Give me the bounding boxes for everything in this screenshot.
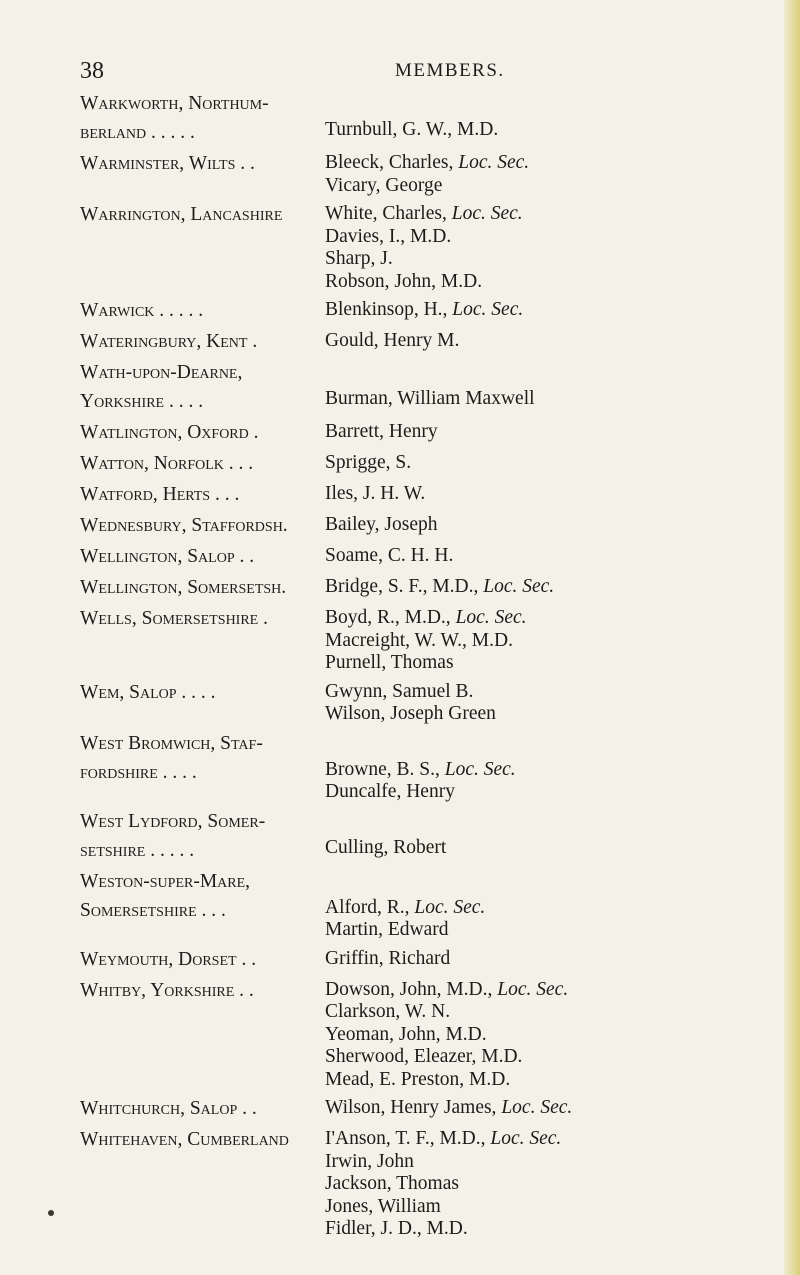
location-line: Wells, Somersetshire . <box>80 608 268 629</box>
location-line: Whitchurch, Salop . . <box>80 1098 257 1119</box>
location-line: Weymouth, Dorset . . <box>80 948 257 970</box>
entry-location <box>80 481 325 508</box>
entry-location <box>80 808 325 864</box>
member-name: Browne, B. S., Loc. Sec. <box>325 758 516 780</box>
member-entry <box>80 1126 770 1241</box>
entry-location <box>80 150 325 177</box>
member-entry <box>80 679 770 726</box>
location-line: Wath-upon-Dearne, <box>80 362 243 383</box>
member-entry <box>80 419 770 446</box>
member-name: Sprigge, S. <box>325 452 412 473</box>
member-entry <box>80 868 770 942</box>
member-entry <box>80 946 770 973</box>
location-line: Watton, Norfolk . . . <box>80 453 254 474</box>
member-name: Fidler, J. D., M.D. <box>325 1218 468 1239</box>
member-name: Boyd, R., M.D., Loc. Sec. <box>325 607 527 628</box>
entry-location <box>80 574 325 601</box>
member-entry <box>80 512 770 539</box>
entry-location <box>80 977 325 1004</box>
member-name: Robson, John, M.D. <box>325 270 483 292</box>
member-name: Mead, E. Preston, M.D. <box>325 1068 511 1090</box>
member-name: White, Charles, Loc. Sec. <box>325 203 523 224</box>
member-name: Wilson, Joseph Green <box>325 703 496 724</box>
location-line: Watlington, Oxford . <box>80 422 259 443</box>
entry-members <box>325 297 770 322</box>
entry-location <box>80 730 325 786</box>
entry-members <box>325 481 770 506</box>
location-line: Weston-super-Mare, <box>80 870 251 892</box>
entry-location <box>80 512 325 539</box>
member-name: Gwynn, Samuel B. <box>325 680 474 702</box>
member-name: Bleeck, Charles, Loc. Sec. <box>325 152 530 173</box>
member-entry <box>80 297 770 324</box>
location-line: Warrington, Lancashire <box>80 204 283 225</box>
member-name: Bailey, Joseph <box>325 514 438 535</box>
location-line: West Bromwich, Staf- <box>80 732 263 754</box>
member-name: Wilson, Henry James, Loc. Sec. <box>325 1097 573 1118</box>
location-line: Wednesbury, Staffordsh. <box>80 515 288 536</box>
member-name: Clarkson, W. N. <box>325 1001 451 1022</box>
entry-members <box>325 679 770 726</box>
location-line: Yorkshire . . . . <box>80 391 204 412</box>
entry-members <box>325 808 770 860</box>
local-secretary-label: Loc. Sec. <box>451 203 523 224</box>
member-entry <box>80 730 770 804</box>
member-entry <box>80 481 770 508</box>
member-entry <box>80 574 770 601</box>
member-list <box>80 90 770 1245</box>
location-line: West Lydford, Somer- <box>80 810 266 832</box>
location-line: Somersetshire . . . <box>80 899 226 921</box>
entry-members <box>325 977 770 1092</box>
member-name: Jackson, Thomas <box>325 1173 459 1194</box>
member-name: Sherwood, Eleazer, M.D. <box>325 1046 523 1067</box>
location-line: Whitehaven, Cumberland <box>80 1129 289 1150</box>
entry-location <box>80 359 325 415</box>
entry-members <box>325 201 770 293</box>
location-line: setshire . . . . . <box>80 839 195 861</box>
entry-location <box>80 543 325 570</box>
entry-members <box>325 450 770 475</box>
entry-location <box>80 868 325 924</box>
local-secretary-label: Loc. Sec. <box>414 896 486 918</box>
member-name: Burman, William Maxwell <box>325 388 535 409</box>
member-name: Blenkinsop, H., Loc. Sec. <box>325 299 524 320</box>
member-name: Soame, C. H. H. <box>325 545 454 566</box>
local-secretary-label: Loc. Sec. <box>483 576 555 597</box>
entry-members <box>325 574 770 599</box>
page-number: 38 <box>80 58 104 84</box>
member-entry <box>80 90 770 146</box>
member-entry <box>80 605 770 675</box>
entry-members <box>325 150 770 197</box>
location-line: Warkworth, Northum- <box>80 93 269 114</box>
member-entry <box>80 1095 770 1122</box>
entry-location <box>80 297 325 324</box>
member-name: Duncalfe, Henry <box>325 781 455 802</box>
member-name: Iles, J. H. W. <box>325 483 426 504</box>
member-entry <box>80 328 770 355</box>
member-name: Vicary, George <box>325 174 443 196</box>
member-name: I'Anson, T. F., M.D., Loc. Sec. <box>325 1128 562 1149</box>
member-entry <box>80 450 770 477</box>
member-name: Bridge, S. F., M.D., Loc. Sec. <box>325 576 555 597</box>
entry-location <box>80 1126 325 1153</box>
member-name: Jones, William <box>325 1195 441 1217</box>
member-name: Martin, Edward <box>325 919 449 940</box>
entry-members <box>325 1095 770 1120</box>
member-entry <box>80 201 770 293</box>
location-line: Wateringbury, Kent . <box>80 331 258 352</box>
member-name: Sharp, J. <box>325 248 393 269</box>
local-secretary-label: Loc. Sec. <box>501 1097 573 1118</box>
entry-location <box>80 605 325 632</box>
member-name: Gould, Henry M. <box>325 330 460 351</box>
member-name: Yeoman, John, M.D. <box>325 1023 487 1045</box>
location-line: Warwick . . . . . <box>80 300 204 321</box>
member-name: Irwin, John <box>325 1150 414 1172</box>
entry-members <box>325 359 770 411</box>
location-line: berland . . . . . <box>80 122 195 143</box>
member-name: Purnell, Thomas <box>325 652 454 673</box>
member-entry <box>80 543 770 570</box>
entry-members <box>325 1126 770 1241</box>
entry-location <box>80 90 325 146</box>
member-entry <box>80 150 770 197</box>
entry-members <box>325 543 770 568</box>
member-name: Macreight, W. W., M.D. <box>325 629 513 651</box>
location-line: Wem, Salop . . . . <box>80 681 216 703</box>
member-entry <box>80 977 770 1092</box>
entry-location <box>80 450 325 477</box>
member-name: Davies, I., M.D. <box>325 225 452 247</box>
entry-location <box>80 1095 325 1122</box>
entry-members <box>325 730 770 804</box>
member-entry <box>80 359 770 415</box>
local-secretary-label: Loc. Sec. <box>455 607 527 628</box>
ink-dot <box>48 1210 54 1216</box>
entry-members <box>325 512 770 537</box>
running-title: MEMBERS. <box>395 60 505 81</box>
member-name: Dowson, John, M.D., Loc. Sec. <box>325 978 569 1000</box>
entry-location <box>80 328 325 355</box>
entry-location <box>80 679 325 706</box>
location-line: Watford, Herts . . . <box>80 484 240 505</box>
local-secretary-label: Loc. Sec. <box>458 152 530 173</box>
entry-location <box>80 946 325 973</box>
local-secretary-label: Loc. Sec. <box>444 758 516 780</box>
entry-members <box>325 868 770 942</box>
member-name: Culling, Robert <box>325 836 447 858</box>
member-name: Griffin, Richard <box>325 947 451 969</box>
location-line: Whitby, Yorkshire . . <box>80 979 254 1001</box>
location-line: Wellington, Salop . . <box>80 546 255 567</box>
location-line: Wellington, Somersetsh. <box>80 577 287 598</box>
entry-members <box>325 328 770 353</box>
page-edge-stain <box>784 0 800 1275</box>
entry-location <box>80 201 325 228</box>
local-secretary-label: Loc. Sec. <box>452 299 524 320</box>
member-name: Turnbull, G. W., M.D. <box>325 119 499 140</box>
location-line: Warminster, Wilts . . <box>80 153 255 174</box>
local-secretary-label: Loc. Sec. <box>497 978 569 1000</box>
member-name: Barrett, Henry <box>325 421 438 442</box>
entry-members <box>325 90 770 142</box>
local-secretary-label: Loc. Sec. <box>490 1128 562 1149</box>
location-line: fordshire . . . . <box>80 761 197 783</box>
entry-members <box>325 946 770 971</box>
member-entry <box>80 808 770 864</box>
entry-location <box>80 419 325 446</box>
entry-members <box>325 605 770 675</box>
entry-members <box>325 419 770 444</box>
member-name: Alford, R., Loc. Sec. <box>325 896 486 918</box>
